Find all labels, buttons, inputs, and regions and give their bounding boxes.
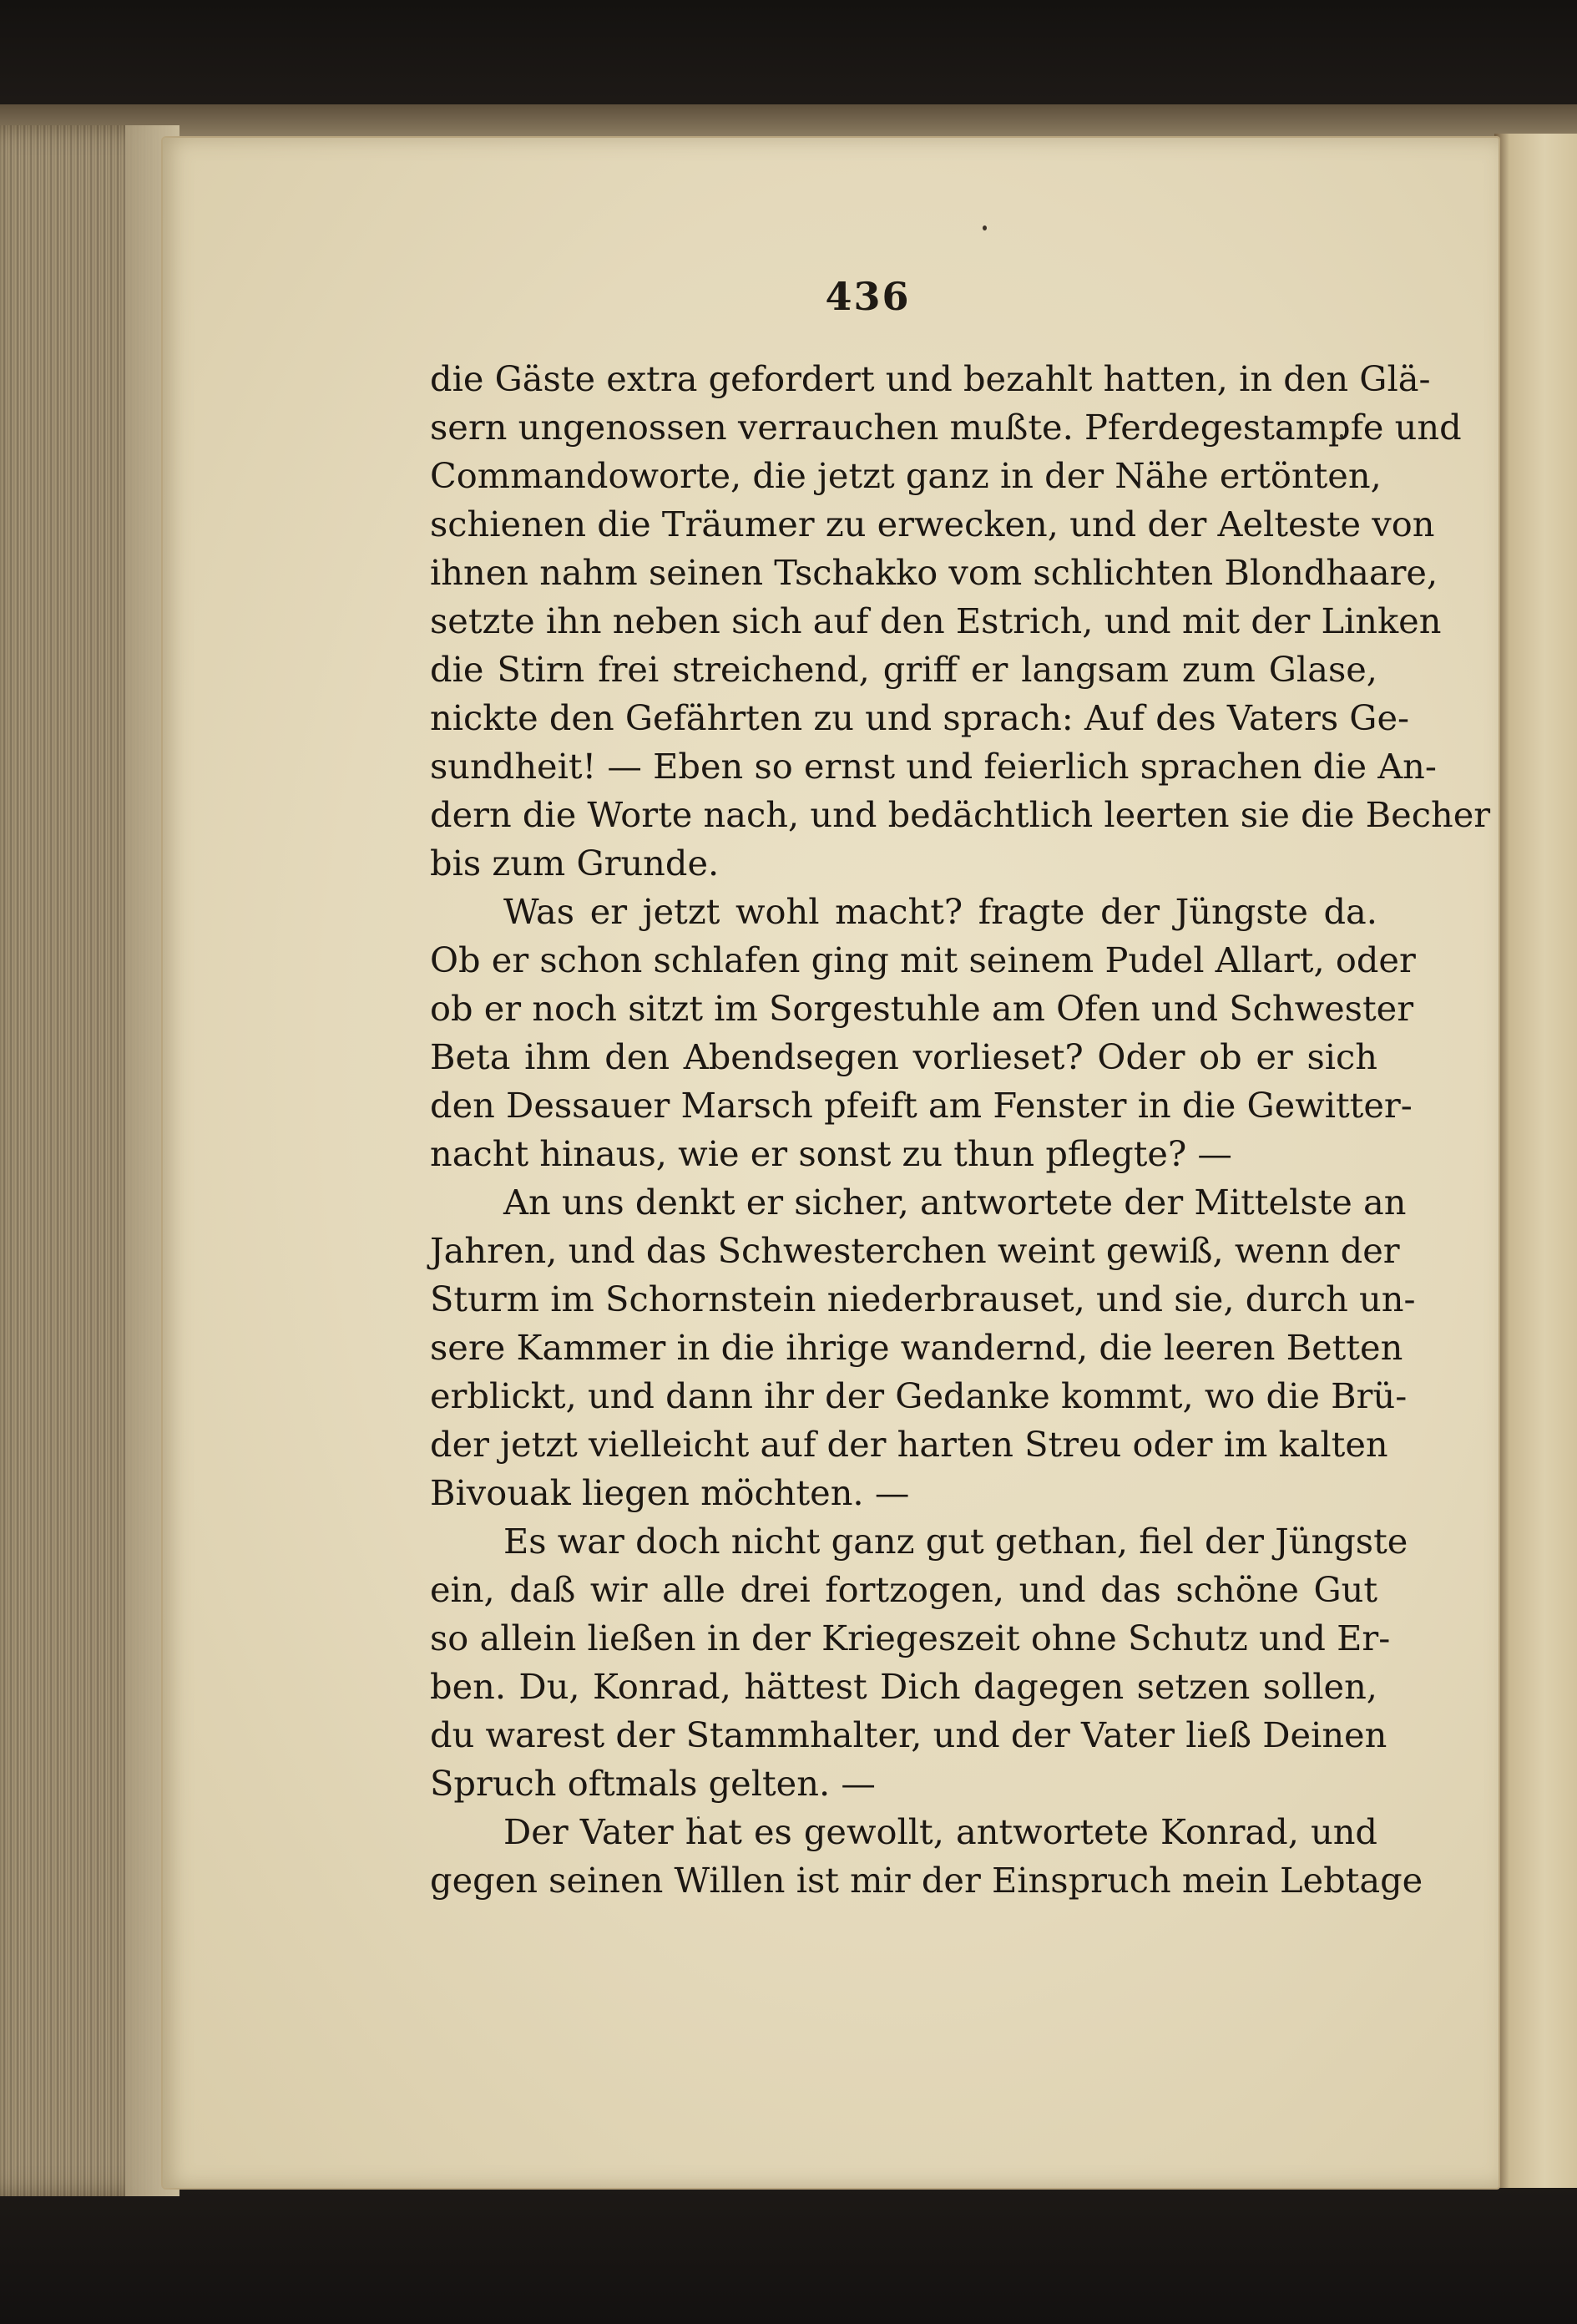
text-line: Ob er schon schlafen ging mit seinem Pudel Allart, oder [430, 939, 1416, 980]
text-line: nickte den Gefährten zu und sprach: Auf des Vaters Ge- [430, 697, 1410, 738]
text-line: der jetzt vielleicht auf der harten Streu oder im kalten [430, 1424, 1388, 1465]
text-line: erblickt, und dann ihr der Gedanke kommt, wo die Brü- [430, 1375, 1408, 1416]
text-line: Commandoworte, die jetzt ganz in der Nähe ertönten, [430, 455, 1382, 496]
text-line: Beta ihm den Abendsegen vorlieset? Oder ob er sich [430, 1036, 1377, 1077]
text-line: Sturm im Schornstein niederbrauset, und sie, durch un- [430, 1278, 1416, 1319]
text-line: bis zum Grunde. [430, 843, 720, 884]
book-cover-edge [0, 104, 1577, 136]
text-line: Der Vater hat es gewollt, antwortete Konrad, und [503, 1811, 1377, 1852]
text-line: setzte ihn neben sich auf den Estrich, und mit der Linken [430, 600, 1442, 641]
text-line: ein, daß wir alle drei fortzogen, und das schöne Gut [430, 1569, 1377, 1610]
text-line: schienen die Träumer zu erwecken, und der Aelteste von [430, 504, 1435, 544]
text-line: so allein ließen in der Kriegeszeit ohne Schutz und Er- [430, 1618, 1391, 1658]
text-line: den Dessauer Marsch pfeift am Fenster in die Gewitter- [430, 1085, 1413, 1126]
text-line: Jahren, und das Schwesterchen weint gewiß, wenn der [430, 1230, 1400, 1271]
page-text [430, 355, 1491, 1905]
text-line: Was er jetzt wohl macht? fragte der Jüngste da. [503, 891, 1377, 932]
text-line: Spruch oftmals gelten. — [430, 1763, 876, 1804]
facing-page-edge [1494, 134, 1577, 2188]
text-line: die Gäste extra gefordert und bezahlt hatten, in den Glä- [430, 358, 1431, 399]
text-line: nacht hinaus, wie er sonst zu thun pflegte? — [430, 1133, 1232, 1174]
text-line: die Stirn frei streichend, griff er langsam zum Glase, [430, 649, 1377, 690]
paper-speck [983, 225, 987, 230]
text-line: sern ungenossen verrauchen mußte. Pferdegestampfe und [430, 407, 1462, 448]
text-line: du warest der Stammhalter, und der Vater ließ Deinen [430, 1714, 1387, 1755]
text-line: sundheit! — Eben so ernst und feierlich sprachen die An- [430, 746, 1437, 787]
text-line: Bivouak liegen möchten. — [430, 1472, 910, 1513]
text-line: ben. Du, Konrad, hättest Dich dagegen setzen sollen, [430, 1666, 1377, 1707]
text-line: An uns denkt er sicher, antwortete der Mittelste an [503, 1182, 1407, 1223]
text-line: ob er noch sitzt im Sorgestuhle am Ofen und Schwester [430, 988, 1414, 1029]
text-line: Es war doch nicht ganz gut gethan, fiel der Jüngste [503, 1521, 1408, 1562]
text-line: gegen seinen Willen ist mir der Einspruch mein Lebtage [430, 1860, 1423, 1901]
text-line: dern die Worte nach, und bedächtlich leerten sie die Becher [430, 794, 1491, 835]
text-line: sere Kammer in die ihrige wandernd, die leeren Betten [430, 1327, 1403, 1368]
page-number: 436 [825, 274, 911, 319]
page-stack [0, 125, 179, 2196]
text-line: ihnen nahm seinen Tschakko vom schlichten Blondhaare, [430, 552, 1438, 593]
